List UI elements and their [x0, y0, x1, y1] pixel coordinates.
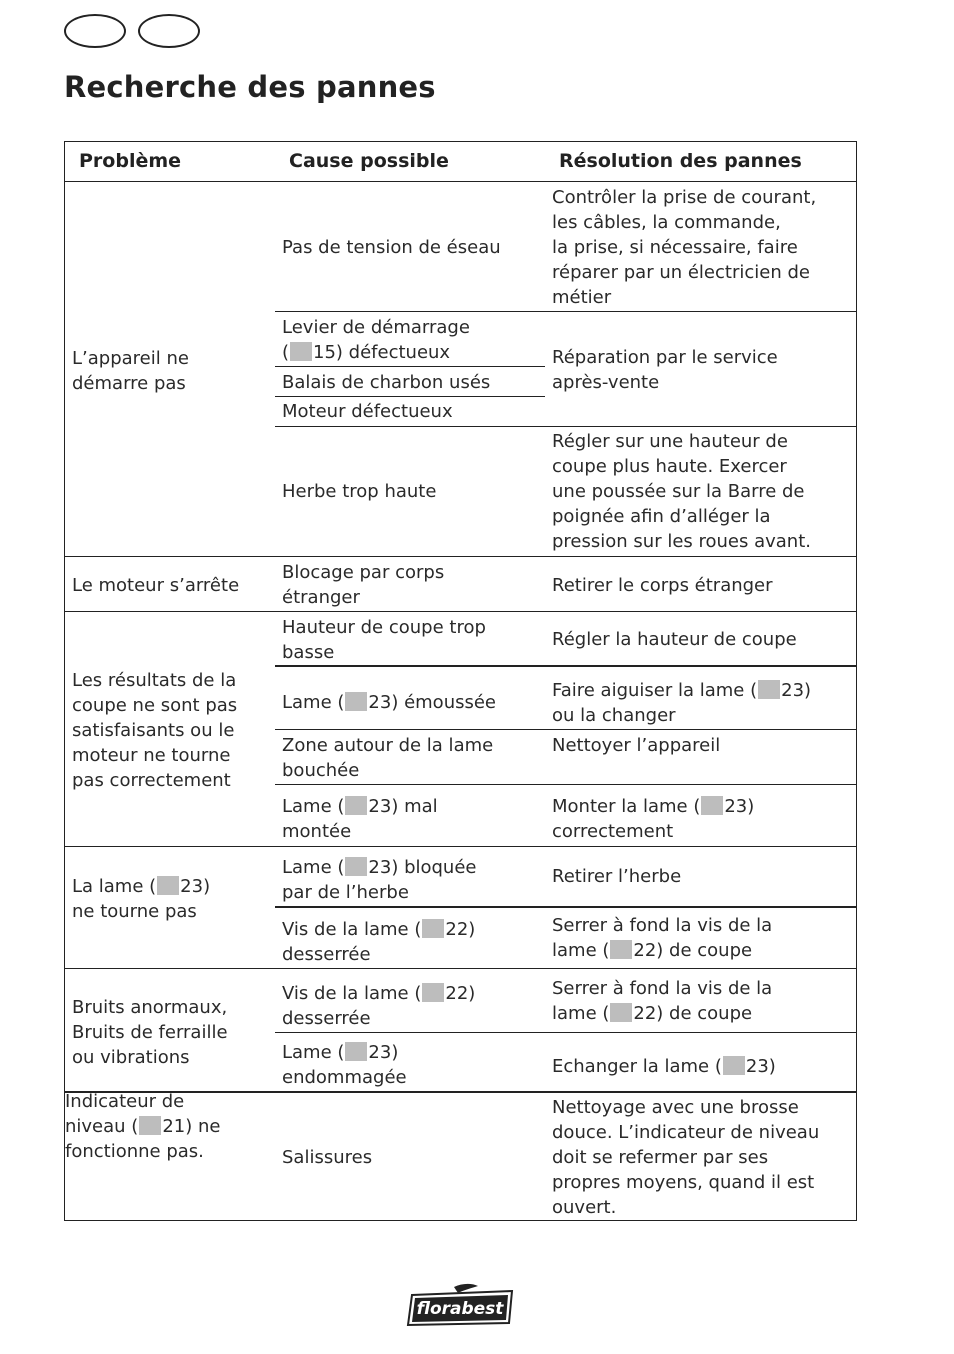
problem-cut-results: Les résultats de la coupe ne sont pas satisfaisants ou le moteur ne tourne pas correctement: [72, 670, 238, 791]
cause-cell: Lame ( 23) endommagée: [282, 1042, 407, 1088]
row-divider: [275, 729, 856, 730]
header-problem: Problème: [79, 150, 182, 172]
cause-cell: Zone autour de la lame bouchée: [282, 735, 494, 781]
solution-cell: Nettoyer l’appareil: [552, 735, 721, 756]
cause-cell: Lame ( 23) mal montée: [282, 796, 438, 842]
cause-cell: Lame ( 23) bloquée par de l’herbe: [282, 857, 477, 903]
reference-box: [345, 796, 367, 815]
header-solution: Résolution des pannes: [559, 150, 802, 172]
solution-cell: Contrôler la prise de courant, les câbles, la commande, la prise, si nécessaire, faire réparer par un électricien de métier: [552, 187, 817, 308]
solution-cell: Nettoyage avec une brosse douce. L’indicateur de niveau doit se refermer par ses propres moyens, quand il est ouvert.: [552, 1097, 820, 1218]
row-divider: [275, 396, 545, 397]
reference-box: [345, 857, 367, 876]
problem-level-indicator: Indicateur de niveau ( 21) ne fonctionne pas.: [65, 1091, 221, 1162]
cause-cell: Herbe trop haute: [282, 481, 437, 502]
cause-cell: Blocage par corps étranger: [282, 562, 445, 608]
solution-cell: Faire aiguiser la lame ( 23) ou la changer: [552, 680, 812, 726]
group-divider: [65, 556, 856, 557]
cause-cell: Hauteur de coupe trop basse: [282, 617, 486, 663]
solution-cell: Retirer le corps étranger: [552, 575, 773, 596]
row-divider: [275, 784, 856, 785]
problem-blade-not-turning: La lame ( 23) ne tourne pas: [72, 876, 211, 922]
cause-cell: Pas de tension de éseau: [282, 237, 501, 258]
cause-cell: Levier de démarrage ( 15) défectueux: [282, 317, 470, 363]
logo-text: florabest: [416, 1299, 504, 1319]
row-divider: [275, 311, 856, 312]
reference-box: [345, 692, 367, 711]
header-divider: [65, 181, 856, 182]
badge-right: [138, 14, 200, 48]
cause-cell: Balais de charbon usés: [282, 372, 491, 393]
row-divider: [275, 906, 856, 908]
row-divider: [275, 665, 856, 667]
solution-cell: Régler la hauteur de coupe: [552, 629, 797, 650]
cause-cell: Lame ( 23) émoussée: [282, 692, 497, 713]
reference-box: [422, 983, 444, 1002]
page-title: Recherche des pannes: [64, 70, 436, 104]
problem-noises: Bruits anormaux, Bruits de ferraille ou vibrations: [72, 997, 228, 1068]
reference-box: [157, 876, 179, 895]
reference-box: [345, 1042, 367, 1061]
problem-motor-stops: Le moteur s’arrête: [72, 575, 240, 596]
reference-box: [610, 940, 632, 959]
solution-cell: Réparation par le service après-vente: [552, 347, 778, 393]
header-cause: Cause possible: [289, 150, 449, 172]
badge-left: [64, 14, 126, 48]
cause-cell: Salissures: [282, 1147, 373, 1168]
reference-box: [723, 1056, 745, 1075]
solution-cell: Serrer à fond la vis de la lame ( 22) de coupe: [552, 915, 773, 961]
problem-no-start: L’appareil ne démarre pas: [72, 348, 189, 394]
row-divider: [275, 426, 856, 427]
troubleshooting-table: [64, 141, 857, 1221]
reference-box: [290, 342, 312, 361]
cause-cell: Vis de la lame ( 22) desserrée: [282, 919, 476, 965]
reference-box: [422, 919, 444, 938]
solution-cell: Retirer l’herbe: [552, 866, 682, 887]
reference-box: [139, 1116, 161, 1135]
solution-cell: Régler sur une hauteur de coupe plus haute. Exercer une poussée sur la Barre de poignée afin d’alléger la pression sur les roues avant.: [552, 431, 811, 552]
reference-box: [758, 680, 780, 699]
row-divider: [275, 1032, 856, 1033]
reference-box: [610, 1003, 632, 1022]
group-divider: [65, 846, 856, 847]
florabest-logo: [406, 1283, 516, 1327]
row-divider: [275, 366, 545, 367]
cause-cell: Moteur défectueux: [282, 401, 453, 422]
group-divider: [65, 968, 856, 969]
solution-cell: Echanger la lame ( 23): [552, 1056, 776, 1077]
group-divider: [65, 611, 856, 612]
cause-cell: Vis de la lame ( 22) desserrée: [282, 983, 476, 1029]
solution-cell: Serrer à fond la vis de la lame ( 22) de coupe: [552, 978, 773, 1024]
solution-cell: Monter la lame ( 23) correctement: [552, 796, 755, 842]
reference-box: [701, 796, 723, 815]
